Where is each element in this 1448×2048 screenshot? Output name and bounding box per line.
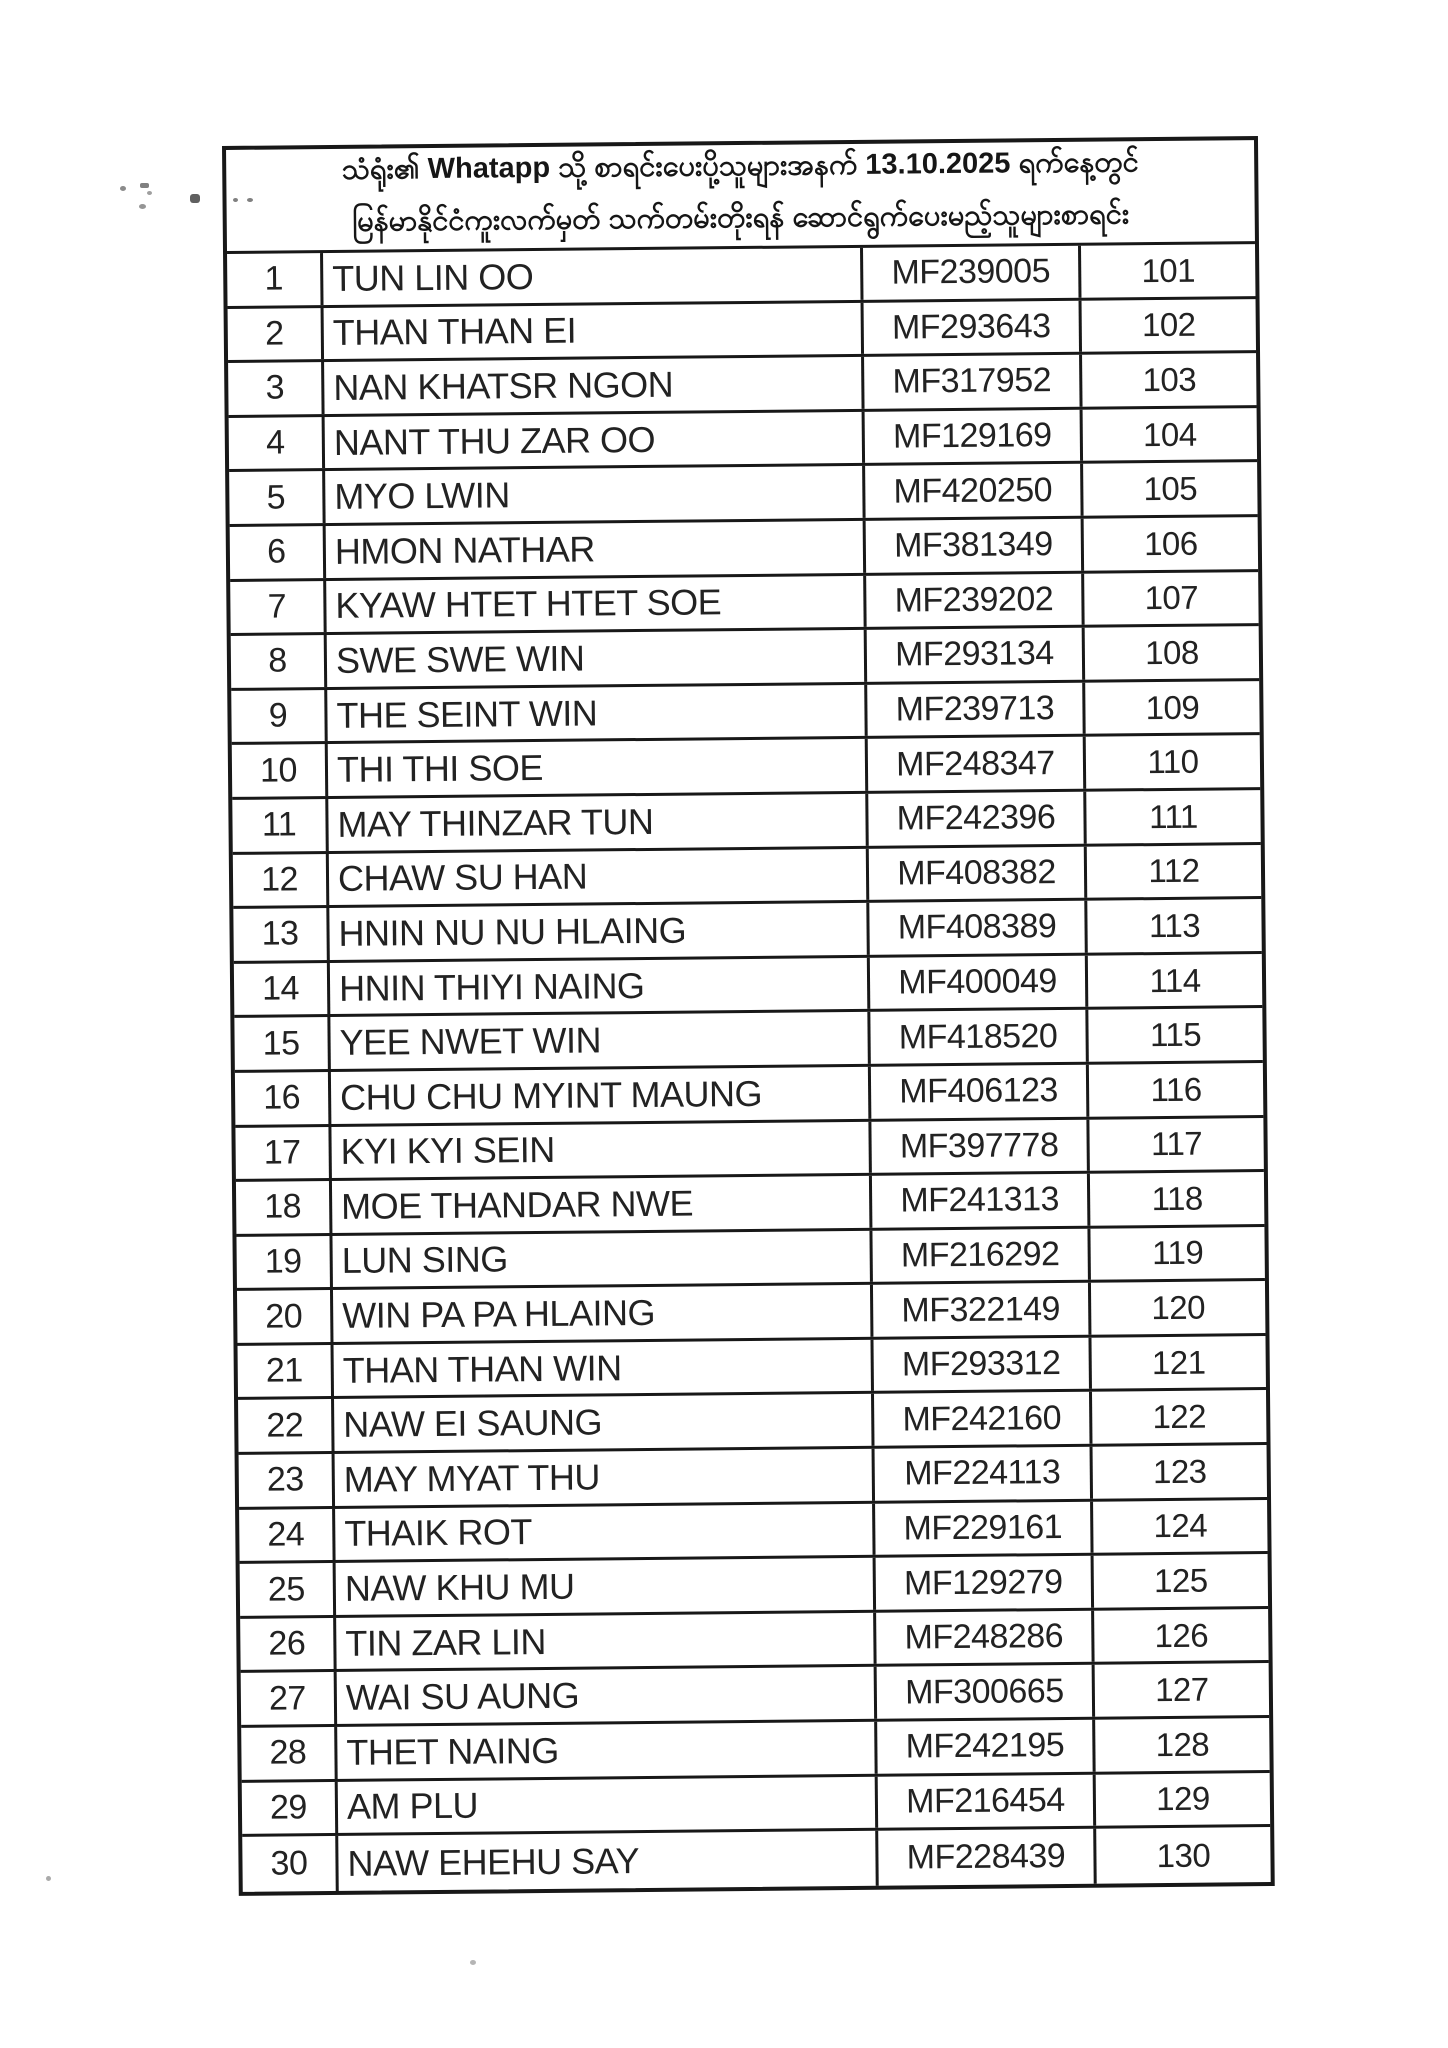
passport-number-cell: MF242396 [868,792,1086,846]
serial-number-cell: 119 [1151,1234,1204,1272]
passport-number-cell: MF381349 [866,519,1084,573]
serial-number-cell: 111 [1148,797,1198,835]
name-cell: NAW EHEHU SAY [338,1831,878,1891]
table-row [238,1336,1266,1400]
row-number-cell: 19 [236,1236,332,1289]
serial-number-cell: 126 [1154,1616,1209,1654]
passport-renewal-table [222,136,1275,1896]
row-number-cell: 29 [242,1782,338,1835]
serial-number-cell: 122 [1152,1397,1207,1436]
row-number-cell: 11 [232,799,328,852]
table-row [233,899,1261,963]
serial-number-cell: 120 [1151,1288,1206,1327]
name-cell: NAN KHATSR NGON [324,357,864,414]
row-number-cell: 14 [234,963,330,1016]
table-row [234,954,1262,1018]
passport-number-cell: MF317952 [864,355,1082,409]
serial-number-cell: 101 [1141,251,1196,289]
name-cell: THET NAING [337,1722,877,1779]
row-number-cell: 17 [235,1126,331,1179]
name-cell: KYI KYI SEIN [331,1121,871,1178]
row-number-cell: 9 [231,690,327,743]
name-cell: KYAW HTET HTET SOE [326,575,866,632]
name-cell: THI THI SOE [328,739,868,796]
serial-number-cell: 130 [1156,1836,1211,1874]
serial-number-cell: 108 [1144,633,1199,672]
table-row [240,1554,1268,1618]
row-number-cell: 24 [239,1509,335,1562]
passport-number-cell: MF229161 [875,1501,1093,1555]
passport-number-cell: MF224113 [875,1447,1093,1501]
passport-number-cell: MF239713 [867,682,1085,736]
passport-number-cell: MF397778 [871,1119,1089,1173]
passport-number-cell: MF241313 [872,1174,1090,1228]
table-row [232,735,1260,799]
row-number-cell: 5 [229,471,325,524]
serial-number-cell: 127 [1154,1670,1209,1709]
serial-number-cell: 123 [1152,1452,1207,1490]
name-cell: THE SEINT WIN [327,685,867,742]
table-row [229,408,1257,472]
row-number-cell: 8 [231,635,327,688]
passport-number-cell: MF242195 [877,1720,1095,1774]
passport-number-cell: MF216292 [872,1228,1090,1282]
name-cell: HNIN NU NU HLAING [329,903,869,960]
serial-number-cell: 125 [1153,1561,1208,1600]
passport-number-cell: MF420250 [865,464,1083,518]
name-cell: NAW EI SAUNG [334,1394,874,1451]
name-cell: WIN PA PA HLAING [333,1285,873,1342]
passport-number-cell: MF239005 [863,246,1081,300]
serial-number-cell: 114 [1149,961,1201,999]
passport-number-cell: MF239202 [866,573,1084,627]
name-cell: WAI SU AUNG [337,1667,877,1724]
serial-number-cell: 107 [1144,579,1199,617]
table-row [239,1500,1267,1564]
name-cell: CHAW SU HAN [329,848,869,905]
name-cell: HNIN THIYI NAING [330,958,870,1015]
scan-speck [120,186,126,191]
row-number-cell: 7 [230,581,326,634]
table-row [242,1773,1270,1837]
table-row [228,353,1256,417]
name-cell: MAY THINZAR TUN [328,794,868,851]
serial-number-cell: 116 [1150,1070,1202,1108]
row-number-cell: 6 [230,526,326,579]
table-row [233,845,1261,909]
name-cell: MAY MYAT THU [335,1449,875,1506]
row-number-cell: 23 [239,1454,335,1507]
table-row [241,1718,1269,1782]
row-number-cell: 28 [241,1727,337,1780]
passport-number-cell: MF228439 [878,1829,1097,1886]
passport-number-cell: MF216454 [878,1774,1096,1828]
header-title-line-2: မြန်မာနိုင်ငံကူးလက်မှတ် သက်တမ်းတိုးရန် ဆောင်ရွက်ပေးမည့်သူများစာရင်း [352,198,1130,238]
table-row [238,1391,1266,1455]
table-row [234,1008,1262,1072]
table-header [226,140,1255,254]
name-cell: SWE SWE WIN [327,630,867,687]
header-title-line-1: သံရုံး၏ Whatapp သို့ စာရင်းပေးပို့သူများအနက် 13.10.2025 ရက်နေ့တွင် [341,146,1139,186]
table-row [231,681,1259,745]
passport-number-cell: MF300665 [877,1665,1095,1719]
name-cell: LUN SING [332,1230,872,1287]
serial-number-cell: 129 [1155,1780,1210,1818]
row-number-cell: 2 [228,308,324,361]
row-number-cell: 27 [241,1672,337,1725]
serial-number-cell: 115 [1149,1015,1202,1054]
row-number-cell: 18 [236,1181,332,1234]
name-cell: THAIK ROT [335,1503,875,1560]
row-number-cell: 13 [233,908,329,961]
row-number-cell: 20 [237,1290,333,1343]
table-row [237,1281,1265,1345]
passport-number-cell: MF248286 [876,1611,1094,1665]
name-cell: MOE THANDAR NWE [332,1176,872,1233]
table-row [242,1827,1270,1891]
table-row [235,1063,1263,1127]
table-row [227,244,1255,308]
name-cell: NAW KHU MU [336,1558,876,1615]
table-row [241,1663,1269,1727]
row-number-cell: 22 [238,1399,334,1452]
table-row [239,1445,1267,1509]
row-number-cell: 10 [232,744,328,797]
passport-number-cell: MF129279 [876,1556,1094,1610]
serial-number-cell: 121 [1151,1343,1206,1381]
name-cell: CHU CHU MYINT MAUNG [331,1067,871,1124]
scan-speck [190,194,200,203]
table-row [228,299,1256,363]
name-cell: NANT THU ZAR OO [325,412,865,469]
serial-number-cell: 113 [1148,906,1201,945]
passport-number-cell: MF322149 [873,1283,1091,1337]
passport-number-cell: MF400049 [870,955,1088,1009]
serial-number-cell: 106 [1143,524,1198,562]
table-row [230,517,1258,581]
name-cell: THAN THAN WIN [334,1340,874,1397]
row-number-cell: 15 [234,1017,330,1070]
row-number-cell: 26 [240,1618,336,1671]
serial-number-cell: 124 [1153,1507,1208,1545]
name-cell: HMON NATHAR [326,521,866,578]
name-cell: AM PLU [338,1776,878,1833]
serial-number-cell: 112 [1148,851,1200,890]
name-cell: TUN LIN OO [323,248,863,305]
serial-number-cell: 109 [1145,688,1200,726]
table-row [240,1609,1268,1673]
passport-number-cell: MF293643 [864,300,1082,354]
passport-number-cell: MF408389 [869,901,1087,955]
passport-number-cell: MF248347 [868,737,1086,791]
table-row [230,572,1258,636]
serial-number-cell: 128 [1155,1725,1210,1763]
serial-number-cell: 118 [1151,1179,1203,1218]
table-body [227,244,1271,1892]
row-number-cell: 1 [227,253,323,306]
scan-speck [46,1876,51,1881]
serial-number-cell: 105 [1143,469,1198,508]
serial-number-cell: 104 [1142,415,1197,453]
table-row [232,790,1260,854]
row-number-cell: 30 [242,1836,339,1892]
table-row [231,626,1259,690]
row-number-cell: 21 [238,1345,334,1398]
serial-number-cell: 103 [1142,360,1197,399]
passport-number-cell: MF242160 [874,1392,1092,1446]
passport-number-cell: MF406123 [871,1065,1089,1119]
row-number-cell: 25 [240,1563,336,1616]
scan-speck [470,1960,476,1965]
passport-number-cell: MF293134 [867,628,1085,682]
row-number-cell: 12 [233,854,329,907]
table-row [236,1172,1264,1236]
serial-number-cell: 102 [1141,306,1196,344]
name-cell: YEE NWET WIN [330,1012,870,1069]
table-row [229,462,1257,526]
table-row [235,1118,1263,1182]
scan-speck [147,191,152,195]
passport-number-cell: MF418520 [870,1010,1088,1064]
scan-speck [140,183,149,188]
passport-number-cell: MF408382 [869,846,1087,900]
name-cell: THAN THAN EI [324,302,864,359]
passport-number-cell: MF129169 [865,410,1083,464]
serial-number-cell: 110 [1147,742,1199,781]
scan-speck [139,204,146,209]
row-number-cell: 3 [228,362,324,415]
name-cell: MYO LWIN [325,466,865,523]
row-number-cell: 4 [229,417,325,470]
serial-number-cell: 117 [1150,1124,1203,1163]
table-row [236,1227,1264,1291]
name-cell: TIN ZAR LIN [336,1613,876,1670]
passport-number-cell: MF293312 [873,1338,1091,1392]
row-number-cell: 16 [235,1072,331,1125]
